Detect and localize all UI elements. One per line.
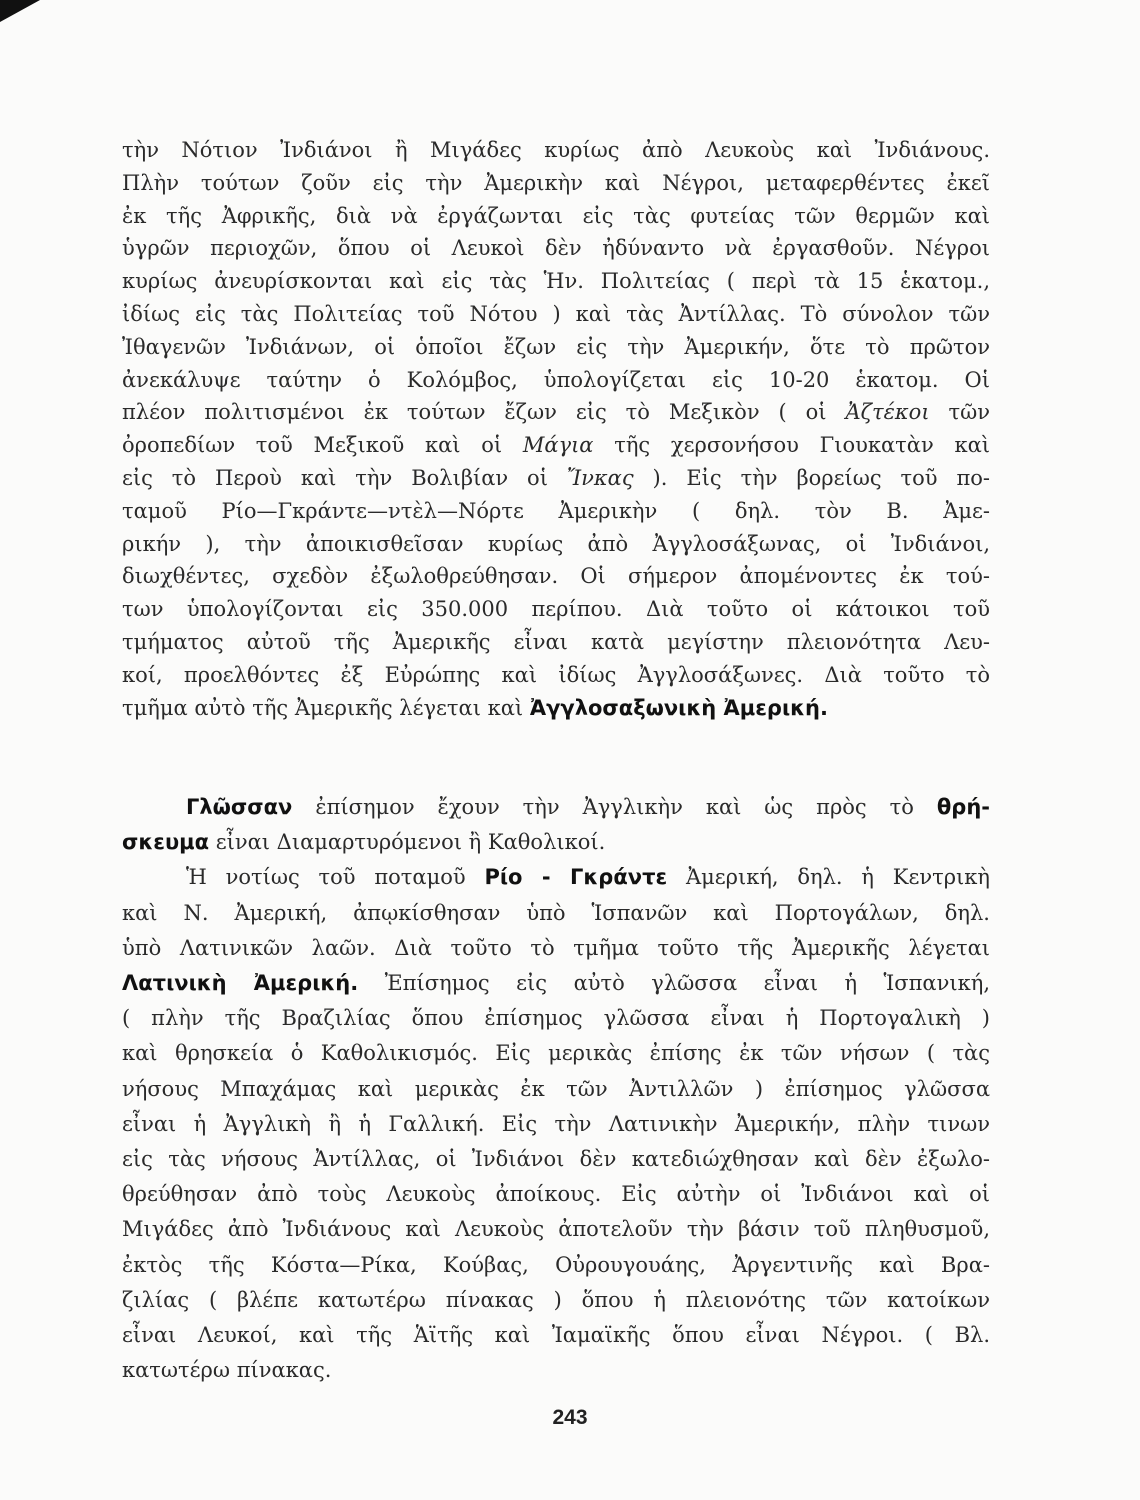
text-run: ταμοῦ Ρίο—Γκράντε—ντὲλ—Νόρτε Ἀμερικὴν ( δηλ. τὸν Β. Ἀμε- bbox=[122, 498, 990, 523]
text-run: θρεύθησαν ἀπὸ τοὺς Λευκοὺς ἀποίκους. Εἰς αὐτὴν οἱ Ἰνδιάνοι καὶ οἱ bbox=[122, 1182, 990, 1207]
text-run: Ἡ νοτίως τοῦ ποταμοῦ bbox=[186, 865, 485, 890]
text-line bbox=[122, 232, 990, 265]
text-line bbox=[122, 462, 990, 495]
text-run: κοί, προελθόντες ἐξ Εὐρώπης καὶ ἰδίως Ἀγγλοσάξωνες. Διὰ τοῦτο τὸ bbox=[122, 662, 990, 687]
text-line bbox=[122, 1318, 990, 1353]
text-run: ζιλίας ( βλέπε κατωτέρω πίνακας ) ὅπου ἡ πλειονότης τῶν κατοίκων bbox=[122, 1287, 990, 1312]
text-run: εἰς τὰς νήσους Ἀντίλλας, οἱ Ἰνδιάνοι δὲν κατεδιώχθησαν καὶ δὲν ἐξωλο- bbox=[122, 1147, 990, 1172]
text-line bbox=[122, 298, 990, 331]
bold-term: Γλῶσσαν bbox=[186, 795, 293, 819]
bold-term: Ρίο - Γκράντε bbox=[484, 865, 668, 890]
text-run: ἐπίσημον ἔχουν τὴν Ἀγγλικὴν καὶ ὡς πρὸς τὸ bbox=[292, 795, 937, 819]
text-line bbox=[122, 1107, 990, 1142]
text-run: ὑγρῶν περιοχῶν, ὅπου οἱ Λευκοὶ δὲν ἠδύναντο νὰ ἐργασθοῦν. Νέγροι bbox=[122, 236, 990, 261]
text-line bbox=[122, 1353, 990, 1388]
text-run: Μιγάδες ἀπὸ Ἰνδιάνους καὶ Λευκοὺς ἀποτελοῦν τὴν βάσιν τοῦ πληθυσμοῦ, bbox=[122, 1217, 990, 1242]
bold-term: Λατινικὴ Ἀμερική. bbox=[122, 971, 359, 996]
text-line bbox=[122, 1212, 990, 1247]
text-line bbox=[122, 495, 990, 528]
italic-term: Ἴνκας bbox=[566, 465, 634, 490]
text-line bbox=[122, 528, 990, 561]
text-line bbox=[122, 966, 990, 1001]
bold-term: Ἀγγλοσαξωνικὴ Ἀμερική. bbox=[529, 695, 828, 720]
text-line bbox=[122, 1072, 990, 1107]
text-line bbox=[122, 134, 990, 167]
paragraph-2 bbox=[122, 790, 990, 1388]
text-line bbox=[122, 429, 990, 462]
text-line bbox=[122, 1283, 990, 1318]
text-run: τμήματος αὐτοῦ τῆς Ἀμερικῆς εἶναι κατὰ μεγίστην πλειονότητα Λευ- bbox=[122, 629, 990, 654]
text-run: τὴν Νότιον Ἰνδιάνοι ἢ Μιγάδες κυρίως ἀπὸ Λευκοὺς καὶ Ἰνδιάνους. bbox=[122, 138, 990, 162]
text-run: διωχθέντες, σχεδὸν ἐξωλοθρεύθησαν. Οἱ σήμερον ἀπομένοντες ἐκ τού- bbox=[122, 564, 990, 589]
italic-term: Ἀζτέκοι bbox=[845, 400, 930, 425]
italic-term: Μάγια bbox=[522, 433, 594, 458]
text-run: τῆς χερσονήσου Γιουκατὰν καὶ bbox=[593, 433, 990, 458]
text-run: νήσους Μπαχάμας καὶ μερικὰς ἐκ τῶν Ἀντιλλῶν ) ἐπίσημος γλῶσσα bbox=[122, 1076, 990, 1101]
text-run: εἶναι Διαμαρτυρόμενοι ἢ Καθολικοί. bbox=[209, 830, 606, 855]
text-run: ρικήν ), τὴν ἀποικισθεῖσαν κυρίως ἀπὸ Ἀγγλοσάξωνας, οἱ Ἰνδιάνοι, bbox=[122, 531, 990, 556]
text-line bbox=[122, 396, 990, 429]
text-line bbox=[122, 896, 990, 931]
scan-corner-mark bbox=[0, 0, 40, 22]
text-run: ὀροπεδίων τοῦ Μεξικοῦ καὶ οἱ bbox=[122, 433, 523, 458]
text-run: ἐκτὸς τῆς Κόστα—Ρίκα, Κούβας, Οὐρουγουάης, Ἀργεντινῆς καὶ Βρα- bbox=[122, 1252, 990, 1277]
text-run: πλέον πολιτισμένοι ἐκ τούτων ἔζων εἰς τὸ Μεξικὸν ( οἱ bbox=[122, 400, 846, 425]
text-line bbox=[122, 860, 990, 895]
page-number: 243 bbox=[552, 1406, 588, 1429]
text-run: καὶ θρησκεία ὁ Καθολικισμός. Εἰς μερικὰς ἐπίσης ἐκ τῶν νήσων ( τὰς bbox=[122, 1041, 990, 1066]
text-run: εἶναι Λευκοί, καὶ τῆς Ἁϊτῆς καὶ Ἰαμαϊκῆς ὅπου εἶναι Νέγροι. ( Βλ. bbox=[122, 1323, 990, 1348]
text-run: τῶν bbox=[929, 400, 991, 425]
paragraph-1 bbox=[122, 134, 990, 724]
bold-term: θρή- bbox=[936, 795, 990, 819]
text-run: τμῆμα αὐτὸ τῆς Ἀμερικῆς λέγεται καὶ bbox=[122, 695, 530, 720]
text-run: ἐκ τῆς Ἀφρικῆς, διὰ νὰ ἐργάζωνται εἰς τὰς φυτείας τῶν θερμῶν καὶ bbox=[122, 203, 990, 228]
text-run: Ἀμερική, δηλ. ἡ Κεντρικὴ bbox=[667, 865, 990, 890]
text-run: κατωτέρω πίνακας. bbox=[122, 1358, 332, 1383]
text-line bbox=[122, 1001, 990, 1036]
text-run: εἰς τὸ Περοὺ καὶ τὴν Βολιβίαν οἱ bbox=[122, 465, 567, 490]
text-line bbox=[122, 1177, 990, 1212]
text-line bbox=[122, 1142, 990, 1177]
text-run: εἶναι ἡ Ἀγγλικὴ ἢ ἡ Γαλλική. Εἰς τὴν Λατινικὴν Ἀμερικήν, πλὴν τινων bbox=[122, 1111, 990, 1136]
text-line bbox=[122, 1248, 990, 1283]
text-run: κυρίως ἀνευρίσκονται καὶ εἰς τὰς Ἡν. Πολιτείας ( περὶ τὰ 15 ἑκατομ., bbox=[122, 269, 990, 294]
text-run: ἀνεκάλυψε ταύτην ὁ Κολόμβος, ὑπολογίζεται εἰς 10-20 ἑκατομ. Οἱ bbox=[122, 367, 990, 392]
text-run: καὶ Ν. Ἀμερική, ἀπῳκίσθησαν ὑπὸ Ἱσπανῶν καὶ Πορτογάλων, δηλ. bbox=[122, 900, 990, 925]
text-run: ( πλὴν τῆς Βραζιλίας ὅπου ἐπίσημος γλῶσσα εἶναι ἡ Πορτογαλικὴ ) bbox=[122, 1006, 990, 1031]
text-line bbox=[122, 200, 990, 233]
text-run: των ὑπολογίζονται εἰς 350.000 περίπου. Διὰ τοῦτο οἱ κάτοικοι τοῦ bbox=[122, 597, 990, 622]
text-line bbox=[122, 560, 990, 593]
text-run: Πλὴν τούτων ζοῦν εἰς τὴν Ἀμερικὴν καὶ Νέγροι, μεταφερθέντες ἐκεῖ bbox=[122, 170, 990, 195]
text-run: ἰδίως εἰς τὰς Πολιτείας τοῦ Νότου ) καὶ τὰς Ἀντίλλας. Τὸ σύνολον τῶν bbox=[122, 301, 990, 326]
text-run: Ἰθαγενῶν Ἰνδιάνων, οἱ ὁποῖοι ἔζων εἰς τὴν Ἀμερικήν, ὅτε τὸ πρῶτον bbox=[122, 334, 990, 359]
text-line bbox=[122, 659, 990, 692]
text-line bbox=[122, 364, 990, 397]
text-line bbox=[122, 265, 990, 298]
text-line bbox=[122, 931, 990, 966]
text-line bbox=[122, 167, 990, 200]
text-run: Ἐπίσημος εἰς αὐτὸ γλῶσσα εἶναι ἡ Ἱσπανική, bbox=[358, 971, 990, 996]
bold-term: σκευμα bbox=[122, 830, 210, 855]
text-run: ). Εἰς τὴν βορείως τοῦ πο- bbox=[633, 465, 990, 490]
text-run: ὑπὸ Λατινικῶν λαῶν. Διὰ τοῦτο τὸ τμῆμα τοῦτο τῆς Ἀμερικῆς λέγεται bbox=[122, 935, 990, 960]
text-line bbox=[122, 1036, 990, 1071]
text-line bbox=[122, 825, 990, 860]
text-line bbox=[122, 790, 990, 825]
text-line bbox=[122, 692, 990, 725]
text-line bbox=[122, 331, 990, 364]
text-line bbox=[122, 593, 990, 626]
text-line bbox=[122, 626, 990, 659]
